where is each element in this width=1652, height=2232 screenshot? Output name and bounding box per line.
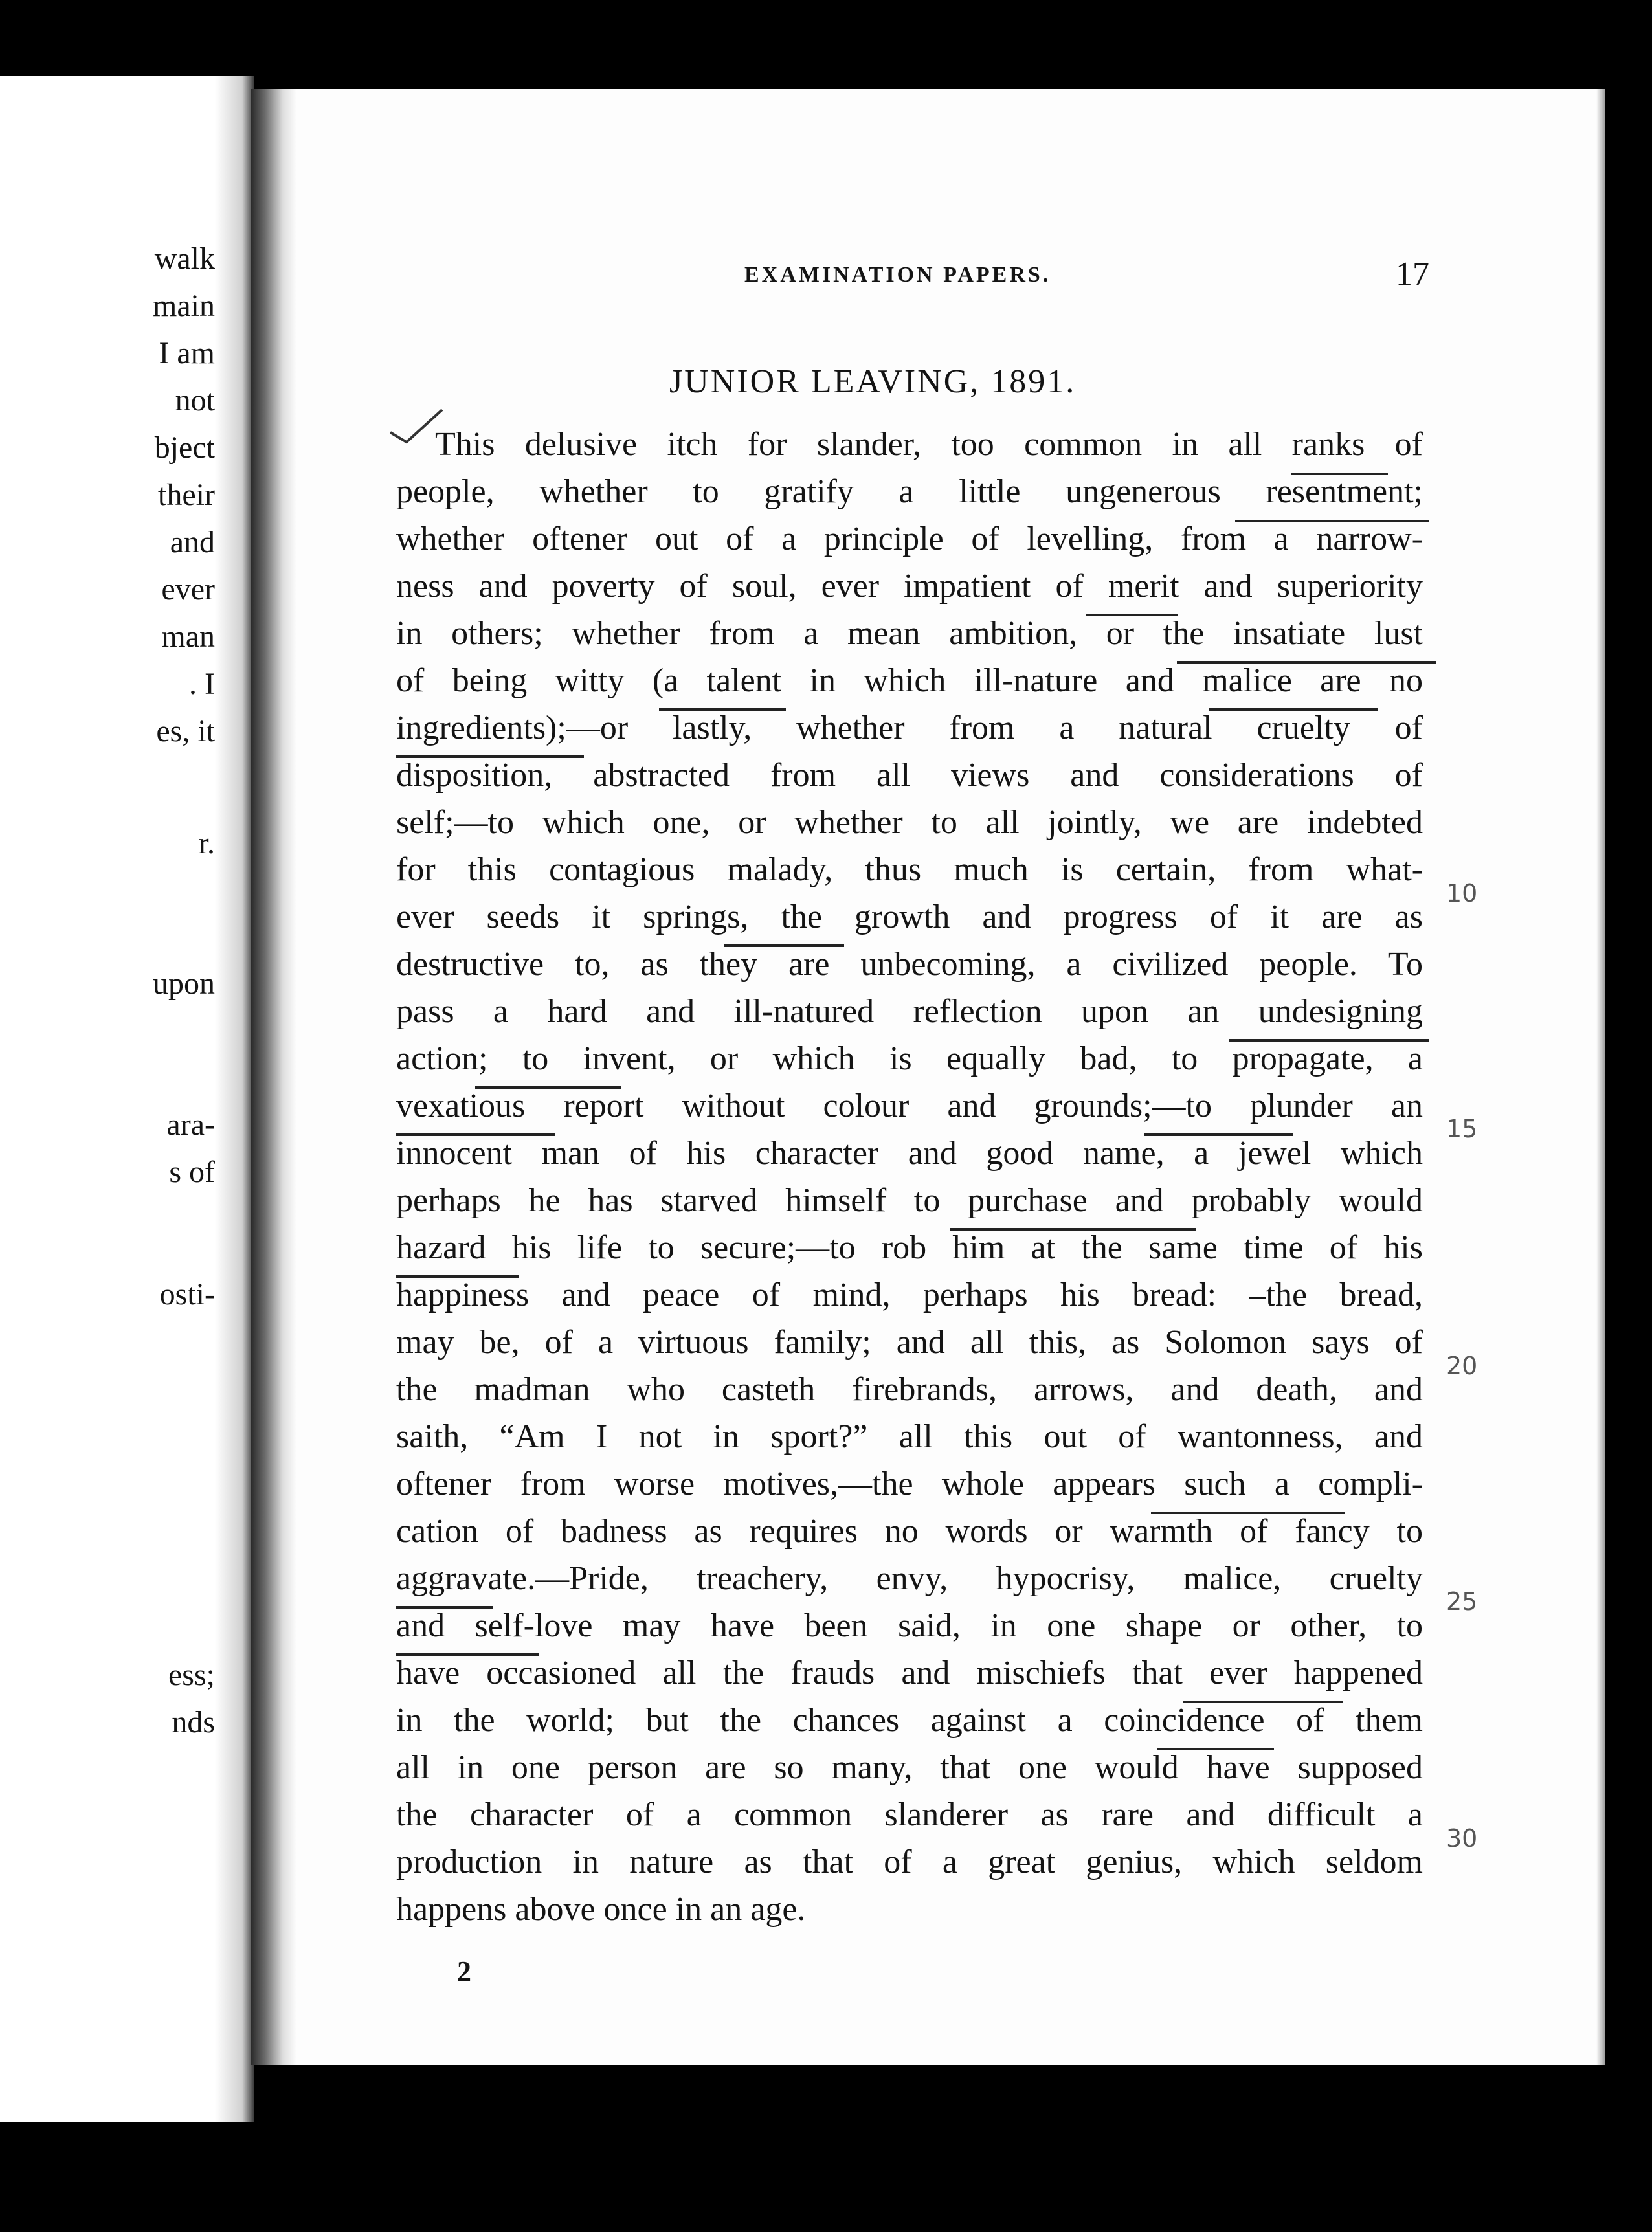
section-title: JUNIOR LEAVING, 1891. [669,363,1077,400]
passage-line: production in nature as that of a great genius, which seldom [396,1844,1423,1880]
underline-mark [396,755,584,758]
passage-line: disposition, abstracted from all views and considerations of [396,757,1423,794]
left-page-text-fragment: walk [154,241,215,276]
left-page-text-fragment: ess; [168,1658,215,1692]
passage-text [396,421,1423,1933]
underline-mark [1144,1133,1293,1136]
passage-line: aggravate.—Pride, treachery, envy, hypocrisy, malice, cruelty [396,1560,1423,1597]
underline-mark [475,1086,621,1089]
left-page-text-fragment: main [153,289,215,323]
underline-mark [659,708,786,711]
underline-mark [950,1228,1196,1231]
passage-line: ingredients);—or lastly, whether from a natural cruelty of [396,709,1423,746]
margin-line-count-25: 25 [1446,1587,1478,1616]
left-page-text-fragment: nds [172,1705,215,1739]
left-page-text-fragment: osti- [159,1277,215,1311]
passage-line: the madman who casteth firebrands, arrows, and death, and [396,1371,1423,1408]
left-page-text-fragment: and [170,525,215,559]
underline-mark [1177,661,1436,664]
left-page-text-fragment: r. [198,826,215,860]
underline-mark [1235,520,1429,522]
left-page-text-fragment: ara- [166,1108,215,1142]
left-page-text-fragment: s of [169,1155,215,1189]
underline-mark [396,1653,539,1656]
underline-mark [1229,1039,1429,1042]
document-page [251,89,1605,2065]
passage-line: destructive to, as they are unbecoming, a civilized people. To [396,946,1423,983]
margin-line-count-20: 20 [1446,1352,1478,1380]
passage-line: cation of badness as requires no words or warmth of fancy to [396,1513,1423,1550]
passage-line: happens above once in an age. [396,1891,806,1928]
running-header: EXAMINATION PAPERS. [744,263,1051,287]
passage-line: and self-love may have been said, in one shape or other, to [396,1607,1423,1644]
underline-mark [724,944,844,947]
margin-line-count-10: 10 [1446,879,1478,908]
passage-line: happiness and peace of mind, perhaps his bread: –the bread, [396,1277,1423,1313]
left-page-gutter-shadow [215,76,254,2122]
passage-line: of being witty (a talent in which ill-nature and malice are no [396,662,1423,699]
left-page-text-fragment: man [161,619,215,654]
page-edge-shadow [1596,89,1605,2065]
left-page-text-fragment: ever [161,572,215,607]
underline-mark [396,1133,555,1136]
passage-line: all in one person are so many, that one would have supposed [396,1749,1423,1786]
page-gutter-shadow [251,89,296,2065]
passage-line: the character of a common slanderer as rare and difficult a [396,1796,1423,1833]
passage-line: have occasioned all the frauds and mischiefs that ever happened [396,1655,1423,1691]
underline-mark [396,1606,493,1609]
underline-mark [1086,614,1178,616]
underline-mark [1183,1701,1343,1703]
left-page-text-fragment: I am [159,336,215,370]
margin-line-count-30: 30 [1446,1824,1478,1853]
underline-mark [1151,1512,1345,1514]
passage-line: for this contagious malady, thus much is certain, from what- [396,851,1423,888]
page-number: 17 [1396,256,1429,293]
passage-line: oftener from worse motives,—the whole appears such a compli- [396,1466,1423,1502]
left-page-text-fragment: . I [189,667,215,701]
left-page-text-fragment: bject [154,430,215,465]
passage-line: people, whether to gratify a little ungenerous resentment; [396,473,1423,510]
underline-mark [396,1275,519,1278]
underline-mark [1291,473,1388,475]
passage-line: may be, of a virtuous family; and all this, as Solomon says of [396,1324,1423,1361]
passage-line: in others; whether from a mean ambition, or the insatiate lust [396,615,1423,652]
left-page-text-fragment: es, it [156,714,215,748]
passage-line: in the world; but the chances against a coincidence of them [396,1702,1423,1739]
passage-line: ever seeds it springs, the growth and progress of it are as [396,898,1423,935]
passage-line: hazard his life to secure;—to rob him at the same time of his [396,1229,1423,1266]
signature-mark: 2 [457,1956,471,1987]
passage-line: self;—to which one, or whether to all jointly, we are indebted [396,804,1423,841]
underline-mark [1157,1748,1274,1750]
passage-line: innocent man of his character and good name, a jewel which [396,1135,1423,1172]
underline-mark [1209,708,1378,711]
passage-line: whether oftener out of a principle of levelling, from a narrow- [396,520,1423,557]
passage-line: ness and poverty of soul, ever impatient of merit and superiority [396,568,1423,605]
margin-line-count-15: 15 [1446,1115,1478,1143]
pencil-tick-icon [387,407,445,445]
left-page-text-fragment: upon [153,966,215,1001]
passage-line: perhaps he has starved himself to purchase and probably would [396,1182,1423,1219]
passage-line: action; to invent, or which is equally bad, to propagate, a [396,1040,1423,1077]
passage-line: This delusive itch for slander, too common in all ranks of [435,426,1423,463]
passage-line: vexatious report without colour and grounds;—to plunder an [396,1088,1423,1124]
passage-line: saith, “Am I not in sport?” all this out of wantonness, and [396,1418,1423,1455]
left-facing-page [0,76,254,2122]
left-page-text-fragment: their [158,478,215,512]
passage-line: pass a hard and ill-natured reflection upon an undesigning [396,993,1423,1030]
left-page-text-fragment: not [175,383,215,418]
